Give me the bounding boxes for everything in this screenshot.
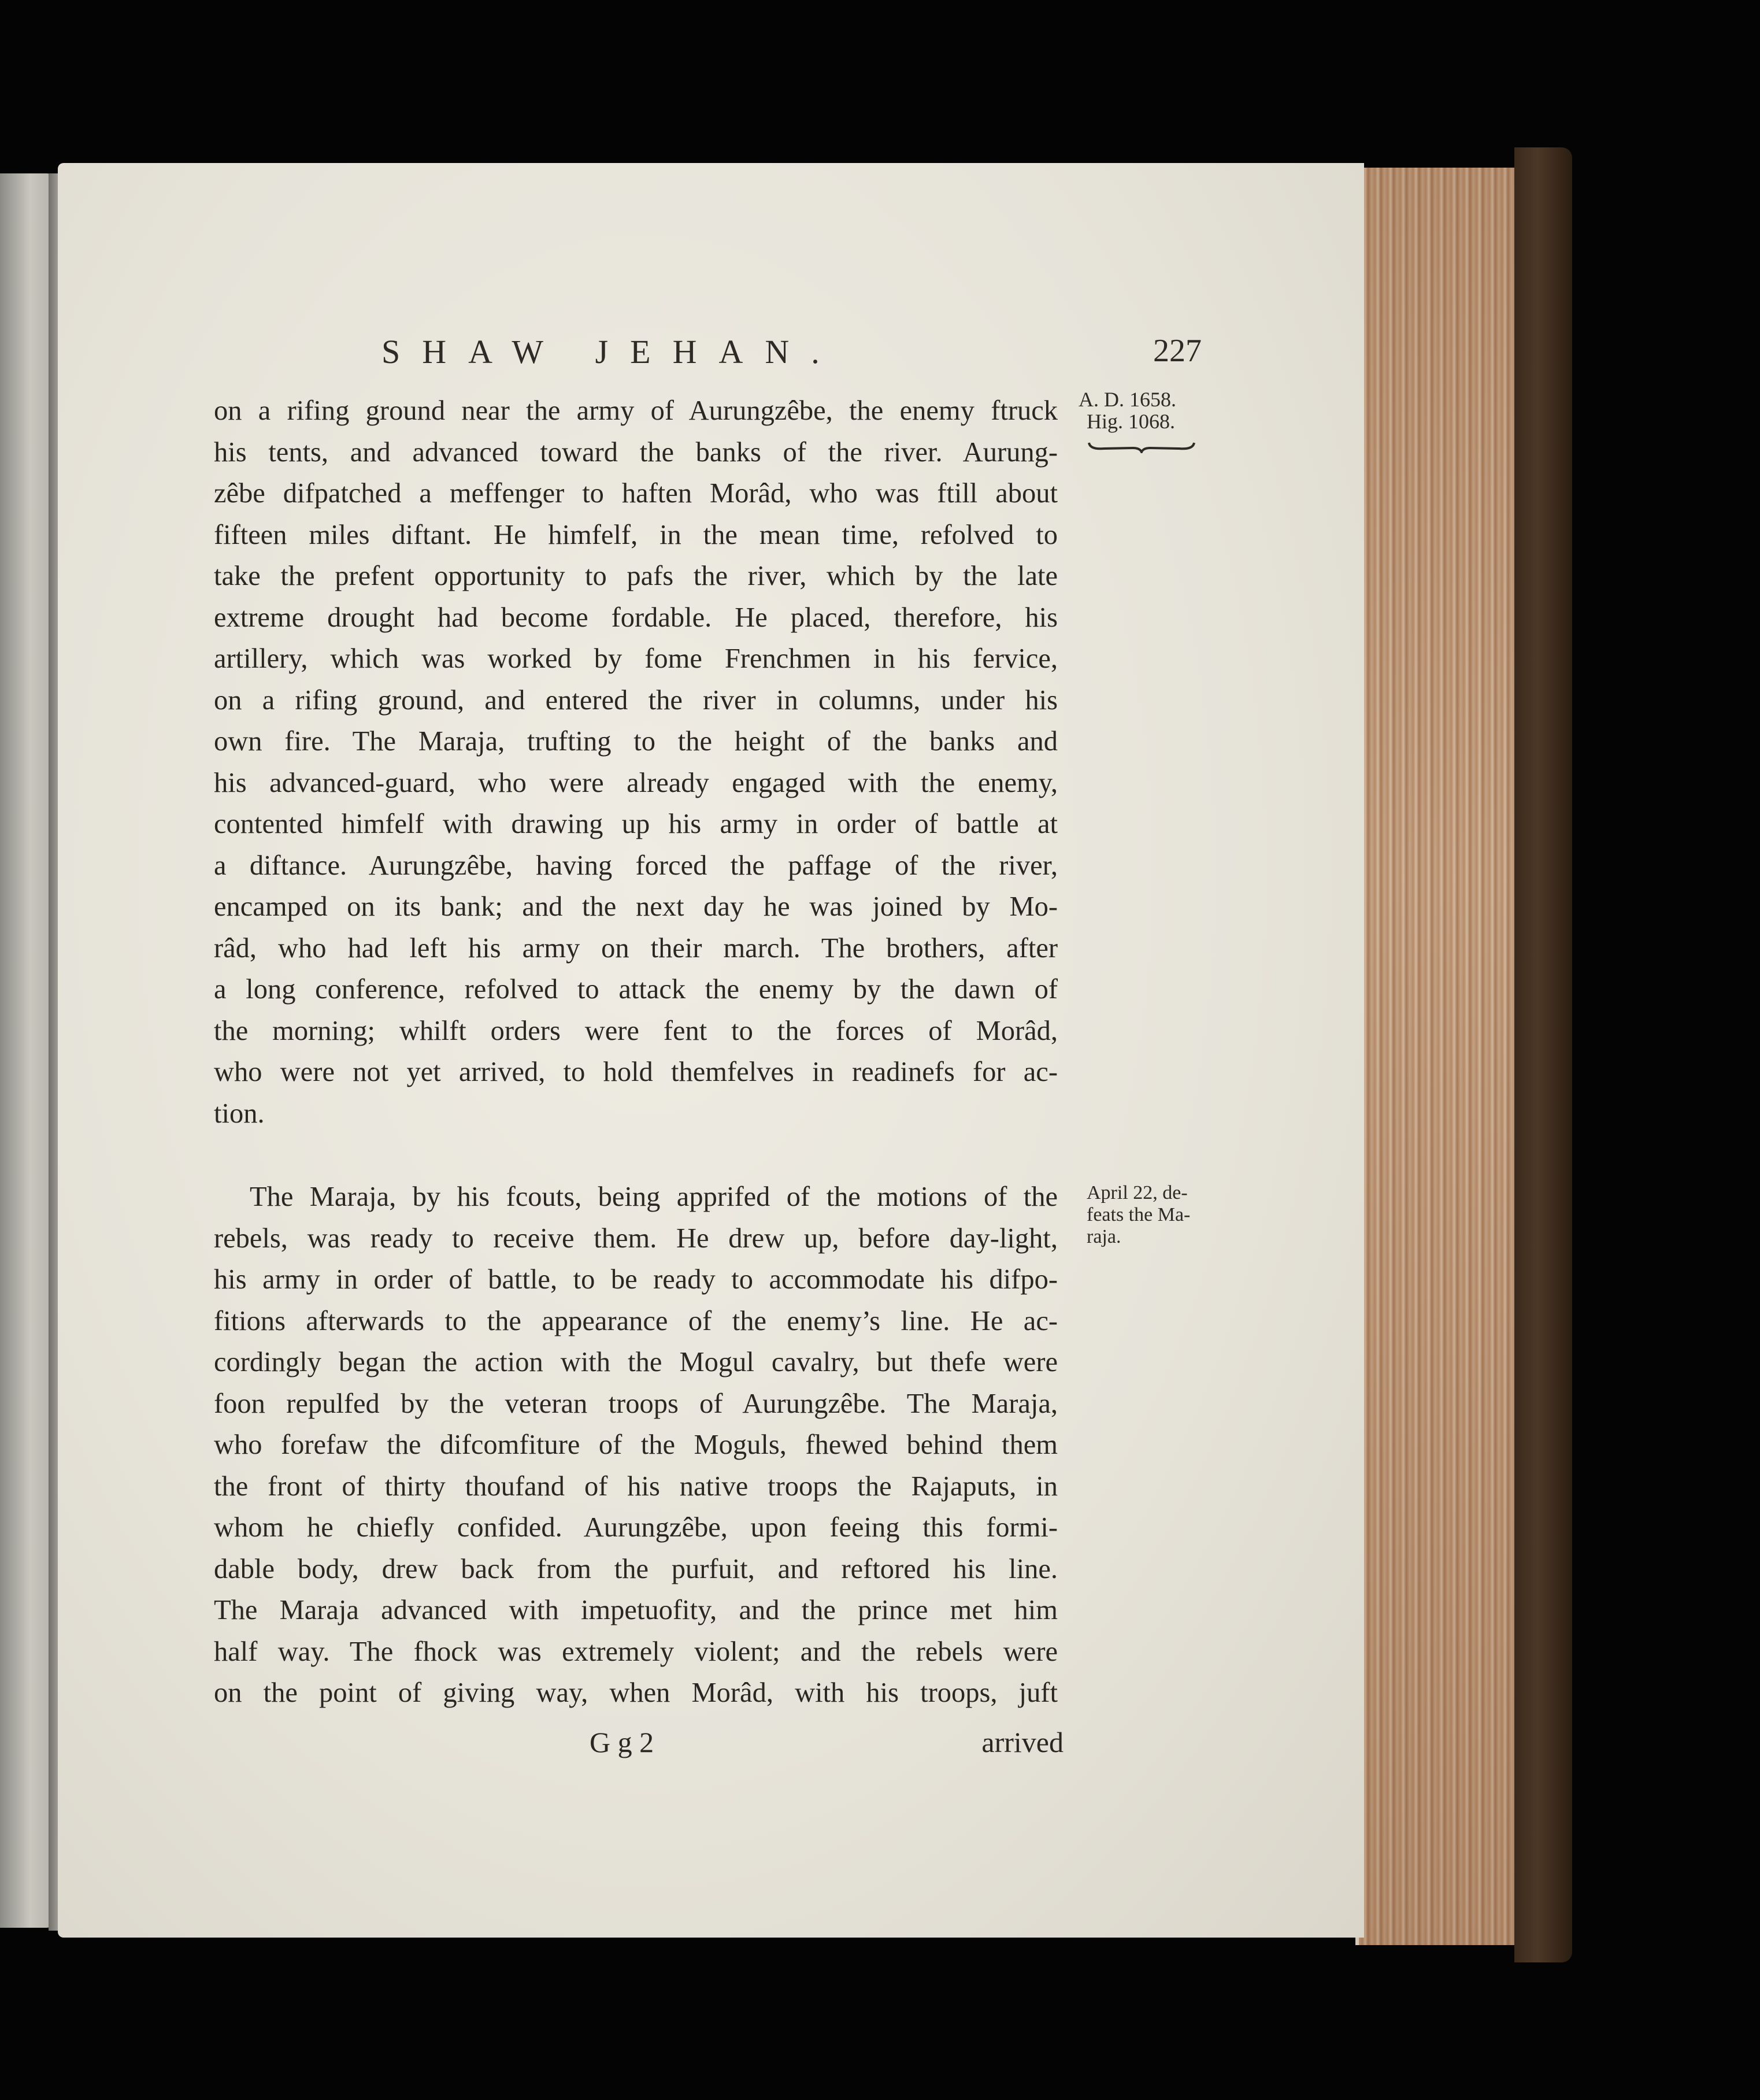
text-line: on the point of giving way, when Morâd, with his troops, juft [214, 1677, 1058, 1708]
text-line: who forefaw the difcomfiture of the Moguls, fhewed behind them [214, 1429, 1058, 1460]
text-line: a long conference, refolved to attack the enemy by the dawn of [214, 974, 1058, 1005]
text-line: zêbe difpatched a meffenger to haften Morâd, who was ftill about [214, 478, 1058, 509]
text-line: own fire. The Maraja, trufting to the height of the banks and [214, 726, 1058, 757]
book-cover-edge [1514, 147, 1572, 1962]
text-line: his army in order of battle, to be ready to accommodate his difpo- [214, 1264, 1058, 1295]
text-line: râd, who had left his army on their march. The brothers, after [214, 932, 1058, 964]
catchline [590, 1725, 1064, 1760]
text-line: the front of thirty thoufand of his native troops the Rajaputs, in [214, 1471, 1058, 1502]
text-line: who were not yet arrived, to hold themfelves in readinefs for ac- [214, 1057, 1058, 1087]
text-line: rebels, was ready to receive them. He drew up, before day-light, [214, 1223, 1058, 1254]
signature-mark: G g 2 [590, 1726, 654, 1758]
margin-note-date-line: A. D. 1658. [1079, 388, 1176, 411]
page-number: 227 [1153, 333, 1202, 369]
margin-note-april-line: April 22, de- [1087, 1182, 1188, 1203]
margin-note-april [1087, 1182, 1220, 1248]
text-line: fitions afterwards to the appearance of the enemy’s line. He ac- [214, 1305, 1058, 1336]
text-line: take the prefent opportunity to pafs the river, which by the late [214, 561, 1058, 591]
text-line: the morning; whilft orders were fent to the forces of Morâd, [214, 1015, 1058, 1046]
text-line: contented himfelf with drawing up his army in order of battle at [214, 809, 1058, 839]
text-line: fifteen miles diftant. He himfelf, in the mean time, refolved to [214, 519, 1058, 550]
page-edges [1355, 168, 1524, 1945]
text-line: encamped on its bank; and the next day he was joined by Mo- [214, 891, 1058, 922]
text-line: extreme drought had become fordable. He placed, therefore, his [214, 602, 1058, 633]
margin-note-april-line: raja. [1087, 1226, 1121, 1247]
text-line: tion. [214, 1098, 265, 1129]
text-line: his advanced-guard, who were already engaged with the enemy, [214, 767, 1058, 798]
text-line: on a rifing ground, and entered the river in columns, under his [214, 684, 1058, 716]
text-line: his tents, and advanced toward the banks of the river. Aurung- [214, 436, 1058, 468]
text-line: whom he chiefly confided. Aurungzêbe, upon feeing this formi- [214, 1512, 1058, 1543]
text-line: dable body, drew back from the purfuit, and reftored his line. [214, 1553, 1058, 1584]
paragraph-2 [214, 1176, 1058, 1714]
left-page-edge [0, 173, 55, 1928]
margin-note-april-line: feats the Ma- [1087, 1204, 1191, 1225]
catchword: arrived [981, 1726, 1064, 1758]
paragraph-1 [214, 390, 1058, 1134]
text-line: The Maraja, by his fcouts, being apprifed of the motions of the [250, 1182, 1058, 1212]
text-line: on a rifing ground near the army of Aurungzêbe, the enemy ftruck [214, 395, 1058, 426]
margin-note-date [1079, 388, 1217, 432]
margin-note-date-line: Hig. 1068. [1087, 410, 1175, 433]
text-line: a diftance. Aurungzêbe, having forced the paffage of the river, [214, 850, 1058, 881]
text-line: cordingly began the action with the Mogul cavalry, but thefe were [214, 1347, 1058, 1377]
brace-icon [1087, 440, 1196, 453]
text-line: foon repulfed by the veteran troops of Aurungzêbe. The Maraja, [214, 1388, 1058, 1419]
running-head: SHAW JEHAN. [381, 333, 842, 371]
text-line: artillery, which was worked by fome Frenchmen in his fervice, [214, 643, 1058, 674]
text-line: half way. The fhock was extremely violent; and the rebels were [214, 1636, 1058, 1667]
text-line: The Maraja advanced with impetuofity, and the prince met him [214, 1595, 1058, 1625]
